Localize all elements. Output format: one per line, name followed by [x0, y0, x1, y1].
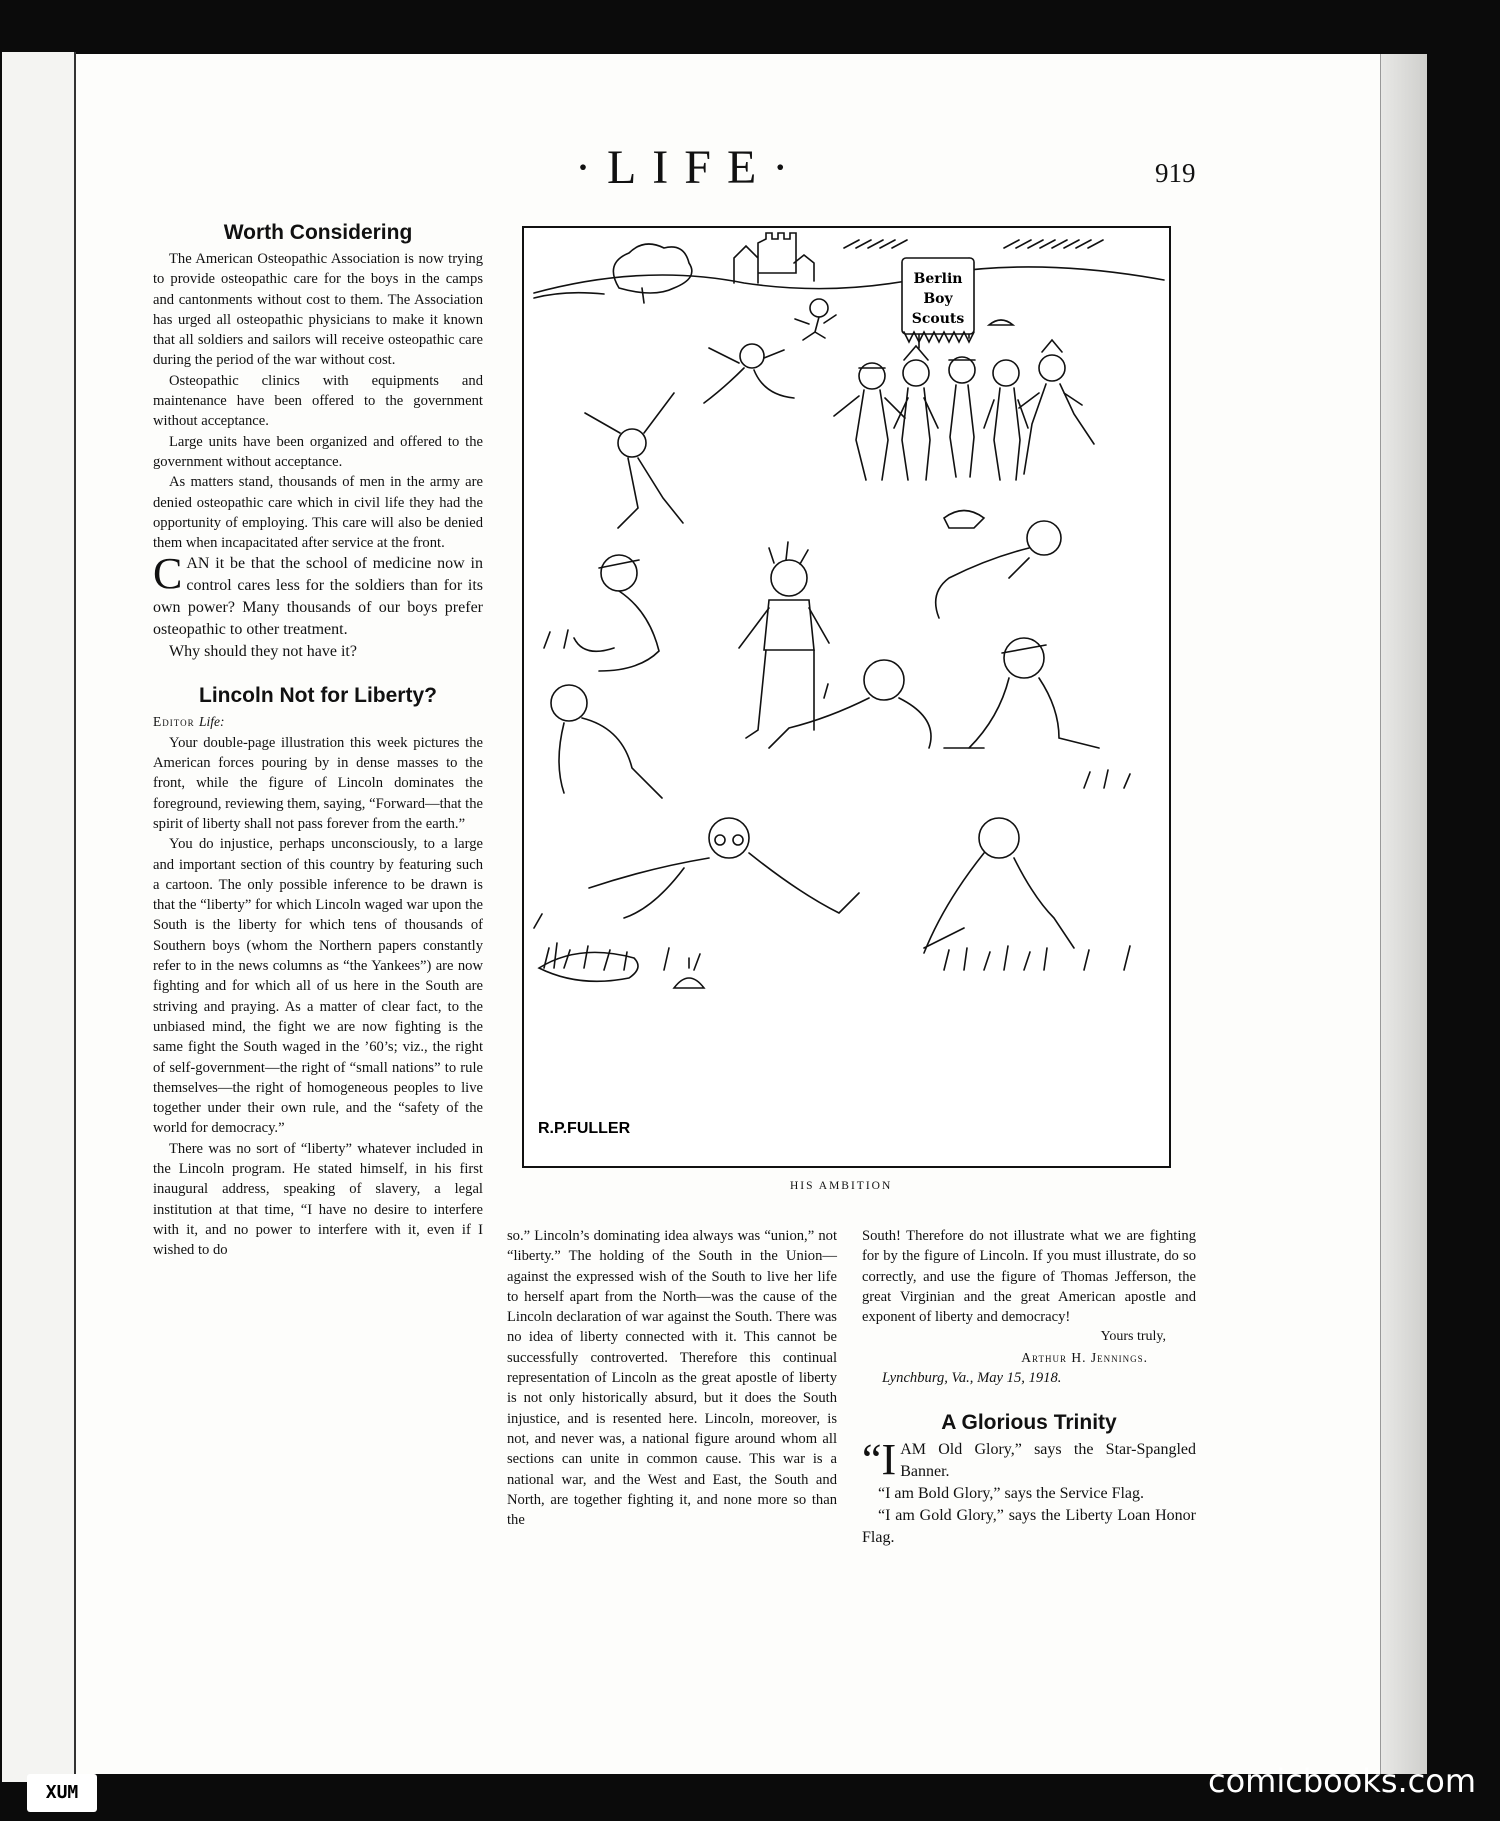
paragraph: Large units have been organized and offered to the government without acceptance. — [153, 433, 483, 470]
article-heading-glorious-trinity: A Glorious Trinity — [941, 1411, 1117, 1435]
cartoon-illustration — [522, 226, 1171, 1168]
paragraph: “I am Bold Glory,” says the Service Flag. — [878, 1485, 1145, 1503]
paragraph: Osteopathic clinics with equipments and maintenance have been offered to the government without acceptance. — [153, 372, 483, 430]
paragraph: As matters stand, thousands of men in the army are denied osteopathic care which in civil life they had the opportunity of employing. This care will also be denied them when incapacitated after service at the front. — [153, 474, 483, 552]
article-heading-lincoln: Lincoln Not for Liberty? — [199, 684, 437, 708]
paragraph: There was no sort of “liberty” whatever included in the Lincoln program. He stated himself, in his first inaugural address, speaking of slavery, a legal institution at that time, “I have no desire to interfere with it, and no power to interfere with it, even if I wished to do — [153, 1140, 483, 1259]
letter-place-date: Lynchburg, Va., May 15, 1918. — [882, 1370, 1062, 1387]
masthead-title: ·LIFE· — [575, 141, 805, 194]
paragraph: “I am Gold Glory,” says the Liberty Loan Honor Flag. — [862, 1507, 1196, 1547]
banner-text-line2: Boy — [923, 291, 953, 307]
closing-question: Why should they not have it? — [169, 643, 357, 661]
salutation — [153, 712, 483, 732]
paragraph: so.” Lincoln’s dominating idea always was “union,” not “liberty.” The holding of the South in the Union—against the expressed wish of the South to live her life to herself apart from the North—was the cause of the Lincoln declaration of war against the South. There was no idea of liberty connected with it. This cannot be successfully controverted. Therefore this continual representation of Lincoln as the great apostle of liberty is not only historically absurd, but it does the South injustice, and is resented here. Lincoln, moreover, is not, and never was, a national figure around whom all sections can unite in common cause. This war is a national war, and the West and East, the South and North, are together fighting it, and none more so than the — [507, 1228, 837, 1529]
paragraph: You do injustice, perhaps unconsciously, to a large and important section of this country by featuring such a cartoon. The only possible inference to be drawn is that the “liberty” for which Lincoln waged war upon the South is the liberty for which tens of thousands of Southern boys (whom the Northern papers constantly refer to in the news columns as “the Yankees”) are now fighting and for which all of us here in the South are striving and praying. As a matter of clear fact, to the unbiased mind, the fight we are now fighting is the same fight the South waged in the ’60’s; viz., the right of self-government—the right of “small nations” to rule themselves—the right of homogeneous peoples to live together under their own rule, and the “safety of the world for democracy.” — [153, 836, 483, 1137]
facing-page-edge — [2, 52, 76, 1782]
salutation-name: Life: — [198, 714, 225, 730]
column-right — [862, 1226, 1196, 1549]
article-heading-worth-considering: Worth Considering — [223, 221, 413, 244]
drop-cap: “I — [862, 1435, 897, 1485]
cartoon-caption: HIS AMBITION — [790, 1180, 893, 1192]
dropcap-text: AM Old Glory,” says the Star-Spangled Banner. — [900, 1441, 1196, 1481]
scan-tag-left: XUM — [27, 1774, 97, 1812]
column-left — [153, 222, 483, 1260]
page-binding-edge — [1380, 54, 1427, 1774]
letter-signature: Arthur H. Jennings. — [1021, 1349, 1148, 1365]
paragraph: The American Osteopathic Association is now trying to provide osteopathic care for the boys in the camps and cantonments without cost to them. The Association has urged all osteopathic physicians to make it known that all soldiers and sailors will receive osteopathic care during the period of the war without cost. — [153, 251, 483, 369]
dropcap-text: AN it be that the school of medicine now in control cares less for the soldiers than for its own power? Many thousands of our boys prefer osteopathic to other treatment. — [153, 555, 483, 639]
dropcap-paragraph — [153, 549, 483, 641]
artist-signature: R.P.FULLER — [538, 1120, 631, 1137]
letter-closing: Yours truly, — [1100, 1329, 1166, 1345]
paragraph: Your double-page illustration this week pictures the American forces pouring by in dense masses to the front, while the figure of Lincoln dominates the foreground, reviewing them, saying, “Forward—that the spirit of liberty shall not pass forever from the earth.” — [153, 734, 483, 832]
page-number: 919 — [1155, 158, 1196, 188]
banner-text-line1: Berlin — [913, 271, 963, 287]
cartoon-drawing — [524, 228, 1169, 1166]
paragraph: South! Therefore do not illustrate what we are fighting for by the figure of Lincoln. If you must illustrate, do so correctly, and use the figure of Thomas Jefferson, the great Virginian and the great American apostle and exponent of liberty and democracy! — [862, 1228, 1196, 1326]
column-middle — [507, 1226, 837, 1530]
salutation-prefix: Editor — [153, 714, 195, 730]
drop-cap: C — [153, 549, 183, 599]
banner-text-line3: Scouts — [911, 311, 965, 327]
scan-watermark-right: comicbooks.com — [1207, 1762, 1476, 1800]
dropcap-paragraph — [862, 1435, 1196, 1485]
